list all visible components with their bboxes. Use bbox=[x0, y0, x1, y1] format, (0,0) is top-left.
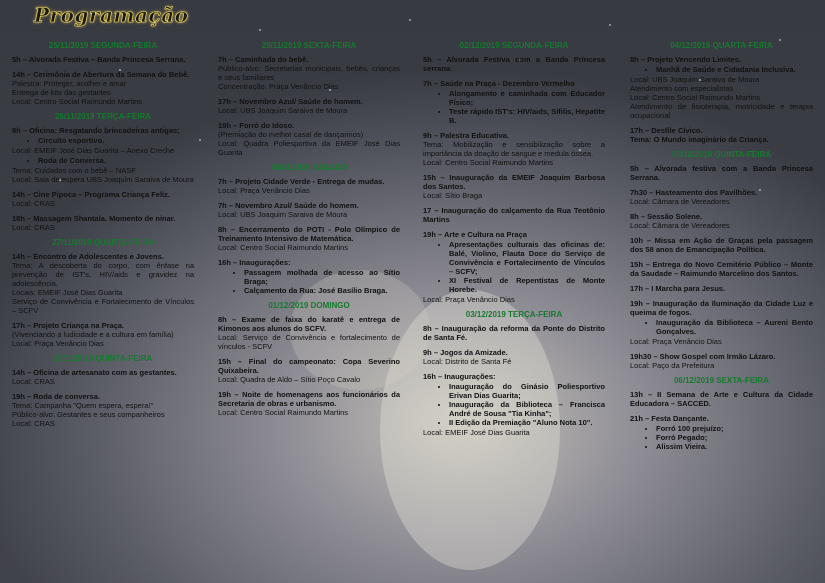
event-item bbox=[12, 368, 194, 386]
event-bullet: • Forró 100 prejuízo; bbox=[656, 424, 813, 433]
schedule-column-2 bbox=[218, 40, 400, 423]
event-title: 7h – Caminhada do bebê. bbox=[218, 55, 309, 64]
event-detail: Local: Centro Social Raimundo Martins bbox=[423, 158, 554, 167]
event-bullet-list bbox=[218, 268, 400, 295]
event-detail: Locais: EMEIF José Dias Guarita bbox=[12, 288, 123, 297]
event-item bbox=[218, 258, 400, 295]
event-item bbox=[423, 324, 605, 342]
event-detail: Atendimento de fisioterapia, motricidade e terapia ocupacional bbox=[630, 102, 813, 120]
event-item bbox=[630, 352, 813, 370]
event-item bbox=[218, 201, 400, 219]
event-item bbox=[630, 55, 813, 120]
event-detail: (Premiação do melhor casal de dançarinos) bbox=[218, 130, 364, 139]
event-item bbox=[12, 126, 194, 184]
event-bullet: • Forró Pegado; bbox=[656, 433, 813, 442]
day-heading: 27/11/2019 QUARTA-FEIRA bbox=[51, 238, 155, 247]
event-bullet-list bbox=[630, 424, 813, 451]
event-bullet: • Inauguração da Biblioteca – Francisca André de Sousa "Tia Kinha"; bbox=[449, 400, 605, 418]
schedule-column-1 bbox=[12, 40, 194, 434]
event-detail: Local: CRAS bbox=[12, 223, 55, 232]
event-bullet: • II Edição da Premiação "Aluno Nota 10". bbox=[449, 418, 605, 427]
event-bullet-list bbox=[12, 136, 194, 145]
day-heading: 26/11/2019 TERÇA-FEIRA bbox=[54, 112, 152, 121]
event-item bbox=[630, 414, 813, 451]
event-detail: Local: CRAS bbox=[12, 419, 55, 428]
event-bullet: • Calçamento da Rua: José Basílio Braga. bbox=[244, 286, 400, 295]
event-item bbox=[423, 230, 605, 304]
event-title: 19h30 – Show Gospel com Irmão Lázaro. bbox=[630, 352, 776, 361]
day-heading: 03/12/2019 TERÇA-FEIRA bbox=[465, 310, 563, 319]
event-detail: Local: Quadra de Aldo – Sítio Poço Cavalo bbox=[218, 375, 361, 384]
event-detail: Local: Centro Social Raimundo Martins bbox=[218, 408, 349, 417]
day-heading: 29/11/2019 SEXTA-FEIRA bbox=[261, 41, 357, 50]
day-heading: 28/11/2019 QUINTA-FEIRA bbox=[53, 354, 153, 363]
event-item bbox=[218, 55, 400, 91]
event-bullet-list bbox=[630, 65, 813, 74]
event-title: 8h – Encerramento do POTI - Polo Olímpico de Treinamento Intensivo de Matemática. bbox=[218, 225, 400, 243]
event-bullet-list bbox=[423, 240, 605, 294]
event-item bbox=[12, 70, 194, 106]
event-detail: Local: Sítio Braga bbox=[423, 191, 483, 200]
day-heading: 30/11/2019 SÁBADO bbox=[270, 163, 348, 172]
event-detail: Local: Quadra Poliesportiva da EMEIF José Dias Guarita bbox=[218, 139, 400, 157]
event-detail: Local: Praça Venâncio Dias bbox=[423, 295, 515, 304]
event-item bbox=[218, 121, 400, 157]
event-item bbox=[218, 357, 400, 384]
event-title: 5h – Alvorada festiva com a Banda Princesa Serrana. bbox=[630, 164, 813, 182]
event-item bbox=[630, 236, 813, 254]
event-item bbox=[423, 372, 605, 437]
event-detail: Local: UBS Joaquim Saraiva de Moura bbox=[218, 106, 348, 115]
day-heading: 05/12/2019 QUINTA-FEIRA bbox=[672, 150, 771, 159]
event-title: 9h – Palestra Educativa. bbox=[423, 131, 509, 140]
event-title: 16h – Inaugurações: bbox=[218, 258, 291, 267]
event-detail: Local: Serviço de Convivência e fortalecimento de vínculos - SCFV bbox=[218, 333, 400, 351]
event-detail: Local: Praça Venâncio Dias bbox=[218, 186, 310, 195]
event-bullet: • Manhã de Saúde e Cidadania Inclusiva. bbox=[656, 65, 813, 74]
event-detail: (Vivenciando a ludicidade e a cultura em família) bbox=[12, 330, 174, 339]
day-heading: 02/12/2019 SEGUNDA-FEIRA bbox=[459, 41, 569, 50]
event-detail: Local: Sala de espera UBS Joaquim Saraiva de Moura bbox=[12, 175, 194, 184]
event-bullet: • Passagem molhada de acesso ao Sítio Braga; bbox=[244, 268, 400, 286]
event-title: 15h – Final do campeonato: Copa Severino Quixabeira. bbox=[218, 357, 400, 375]
event-detail: Local: Centro Social Raimundo Martins bbox=[12, 97, 143, 106]
event-item bbox=[630, 260, 813, 278]
event-item bbox=[12, 214, 194, 232]
event-bullet: • Inauguração da Biblioteca – Aureni Bento Gonçalves. bbox=[656, 318, 813, 336]
event-item bbox=[218, 97, 400, 115]
day-heading: 01/12/2019 DOMINGO bbox=[268, 301, 350, 310]
schedule-column-4 bbox=[630, 40, 813, 457]
event-detail: Público-alvo: Gestantes e seus companheiros bbox=[12, 410, 165, 419]
event-detail: Local: Centro Social Raimundo Martins bbox=[630, 93, 761, 102]
event-title: 17h – I Marcha para Jesus. bbox=[630, 284, 726, 293]
event-detail: Tema: Campanha "Quem espera, espera!" bbox=[12, 401, 154, 410]
event-item bbox=[218, 390, 400, 417]
event-item bbox=[218, 177, 400, 195]
event-item bbox=[423, 55, 605, 73]
event-detail: Serviço de Convivência e Fortalecimento de Vínculos – SCFV bbox=[12, 297, 194, 315]
event-title: 5h – Alvorada Festiva – Banda Princesa Serrana. bbox=[12, 55, 186, 64]
event-title: 14h – Cine Pipoca – Programa Criança Feliz. bbox=[12, 190, 170, 199]
page-title: Programação bbox=[34, 3, 189, 27]
event-detail: Local: Distrito de Santa Fé bbox=[423, 357, 512, 366]
event-title: 19h – Roda de conversa. bbox=[12, 392, 100, 401]
event-item bbox=[630, 188, 813, 206]
event-item bbox=[630, 284, 813, 293]
event-title: 19h – Inauguração da Iluminação da Cidade Luz e queima de fogos. bbox=[630, 299, 813, 317]
event-detail: Local: Paço da Prefeitura bbox=[630, 361, 715, 370]
event-item bbox=[423, 206, 605, 224]
event-detail: Local: Praça Venâncio Dias bbox=[12, 339, 104, 348]
event-title: 15h – Inauguração da EMEIF Joaquim Barbosa dos Santos. bbox=[423, 173, 605, 191]
event-detail: Atendimento com especialistas bbox=[630, 84, 734, 93]
event-title: 8h – Projeto Vencendo Limites. bbox=[630, 55, 741, 64]
event-item bbox=[423, 348, 605, 366]
event-detail: Tema: A descoberta do corpo, com ênfase na prevenção de IST's, HIV/aids e gravidez na adolescência. bbox=[12, 261, 194, 288]
event-bullet-list bbox=[12, 156, 194, 165]
event-title: 8h – Sessão Solene. bbox=[630, 212, 703, 221]
event-title: 8h – Inauguração da reforma da Ponte do Distrito de Santa Fé. bbox=[423, 324, 605, 342]
event-detail: Local: CRAS bbox=[12, 199, 55, 208]
event-bullet-list bbox=[630, 318, 813, 336]
event-title: 19h – Noite de homenagens aos funcionários da Secretaria de obras e urbanismo. bbox=[218, 390, 400, 408]
event-title: 8h – Exame de faixa do karatê e entrega de Kimonos aos alunos do SCFV. bbox=[218, 315, 400, 333]
event-bullet: • XI Festival de Repentistas de Monte Horebe. bbox=[449, 276, 605, 294]
event-title: 10h – Missa em Ação de Graças pela passagem dos 58 anos de Emancipação Política. bbox=[630, 236, 813, 254]
event-theme: Tema: O Mundo imaginário da Criança. bbox=[630, 135, 769, 144]
day-heading: 25/11/2019 SEGUNDA-FEIRA bbox=[48, 41, 158, 50]
event-bullet: • Teste rápido IST's: HIV/aids, Sífilis, Hepatite B. bbox=[449, 107, 605, 125]
event-title: 9h – Jogos da Amizade. bbox=[423, 348, 508, 357]
event-item bbox=[423, 79, 605, 125]
event-title: 15h – Entrega do Novo Cemitério Público – Monte da Saudade – Raimundo Marcelino dos Santos. bbox=[630, 260, 813, 278]
event-detail: Local: EMEIF José Dias Guarita – Anexo Creche bbox=[12, 146, 175, 155]
event-title: 7h – Saúde na Praça - Dezembro Vermelho bbox=[423, 79, 575, 88]
event-item bbox=[12, 392, 194, 428]
event-bullet: • Circuito esportivo. bbox=[38, 136, 194, 145]
event-bullet: • Inauguração do Ginásio Poliesportivo Erivan Dias Guarita; bbox=[449, 382, 605, 400]
event-title: 7h – Novembro Azul/ Saúde do homem. bbox=[218, 201, 359, 210]
event-title: 14h – Cerimônia de Abertura da Semana do Bebê. bbox=[12, 70, 190, 79]
event-title: 14h – Encontro de Adolescentes e Jovens. bbox=[12, 252, 164, 261]
event-bullet: • Alissim Vieira. bbox=[656, 442, 813, 451]
event-detail: Concentração: Praça Venâncio Dias bbox=[218, 82, 339, 91]
event-item bbox=[630, 212, 813, 230]
day-heading: 04/12/2019 QUARTA-FEIRA bbox=[670, 41, 773, 50]
event-bullet: • Apresentações culturais das oficinas de: Balé, Violino, Flauta Doce do Serviço de Convivência e Fortalecimento de Vínculos – SCFV; bbox=[449, 240, 605, 276]
event-item bbox=[12, 190, 194, 208]
event-bullet: • Roda de Conversa. bbox=[38, 156, 194, 165]
event-item bbox=[630, 164, 813, 182]
event-item bbox=[423, 173, 605, 200]
event-item bbox=[423, 131, 605, 167]
event-detail: Local: Câmara de Vereadores bbox=[630, 221, 730, 230]
event-detail: Local: Centro Social Raimundo Martins bbox=[218, 243, 349, 252]
event-detail: Tema: Mobilização e sensibilização sobre a importância da doação de sangue e medula óssea. bbox=[423, 140, 605, 158]
event-item bbox=[630, 126, 813, 144]
event-bullet-list bbox=[423, 89, 605, 125]
event-bullet: • Alongamento e caminhada com Educador Físico; bbox=[449, 89, 605, 107]
event-title: 14h – Oficina de artesanato com as gestantes. bbox=[12, 368, 177, 377]
event-detail: Local: Câmara de Vereadores bbox=[630, 197, 730, 206]
event-detail: Local: UBS Joaquim Saraiva de Moura bbox=[218, 210, 348, 219]
event-detail: Tema: Cuidados com o bebê – NASF bbox=[12, 166, 136, 175]
event-detail: Palestra: Proteger, acolher e amar bbox=[12, 79, 127, 88]
event-detail: Local: CRAS bbox=[12, 377, 55, 386]
event-title: 18h – Massagem Shantala. Momento de ninar. bbox=[12, 214, 176, 223]
event-detail: Local: EMEIF José Dias Guarita bbox=[423, 428, 530, 437]
event-title: 7h – Projeto Cidade Verde - Entrega de mudas. bbox=[218, 177, 385, 186]
event-detail: Entrega de kits das gestantes bbox=[12, 88, 111, 97]
event-item bbox=[12, 55, 194, 64]
event-bullet-list bbox=[423, 382, 605, 427]
schedule-column-3 bbox=[423, 40, 605, 443]
event-title: 17h – Novembro Azul/ Saúde do homem. bbox=[218, 97, 363, 106]
event-item bbox=[12, 252, 194, 315]
event-item bbox=[630, 299, 813, 346]
event-item bbox=[218, 315, 400, 351]
event-detail: Local: Praça Venâncio Dias bbox=[630, 337, 722, 346]
event-title: 21h – Festa Dançante. bbox=[630, 414, 709, 423]
event-title: 19h – Forró do Idoso. bbox=[218, 121, 295, 130]
event-title: 13h – II Semana de Arte e Cultura da Cidade Educadora – SACCED. bbox=[630, 390, 813, 408]
event-title: 8h – Oficina: Resgatando brincadeiras antigas; bbox=[12, 126, 180, 135]
event-detail: Local: UBS Joaquim Saraiva de Moura bbox=[630, 75, 760, 84]
event-title: 17 – Inauguração do calçamento da Rua Teotônio Martins bbox=[423, 206, 605, 224]
event-title: 17h – Projeto Criança na Praça. bbox=[12, 321, 125, 330]
event-item bbox=[630, 390, 813, 408]
event-title: 17h – Desfile Cívico. bbox=[630, 126, 703, 135]
event-title: 7h30 – Hasteamento dos Pavilhões. bbox=[630, 188, 758, 197]
event-item bbox=[12, 321, 194, 348]
event-title: 19h – Arte e Cultura na Praça bbox=[423, 230, 527, 239]
event-title: 5h – Alvorada Festiva com a Banda Princesa serrana. bbox=[423, 55, 605, 73]
event-title: 16h – Inaugurações: bbox=[423, 372, 496, 381]
event-item bbox=[218, 225, 400, 252]
day-heading: 06/12/2019 SEXTA-FEIRA bbox=[673, 376, 769, 385]
event-detail: Público-alvo: Secretarias municipais, bebês, crianças e seus familiares bbox=[218, 64, 400, 82]
